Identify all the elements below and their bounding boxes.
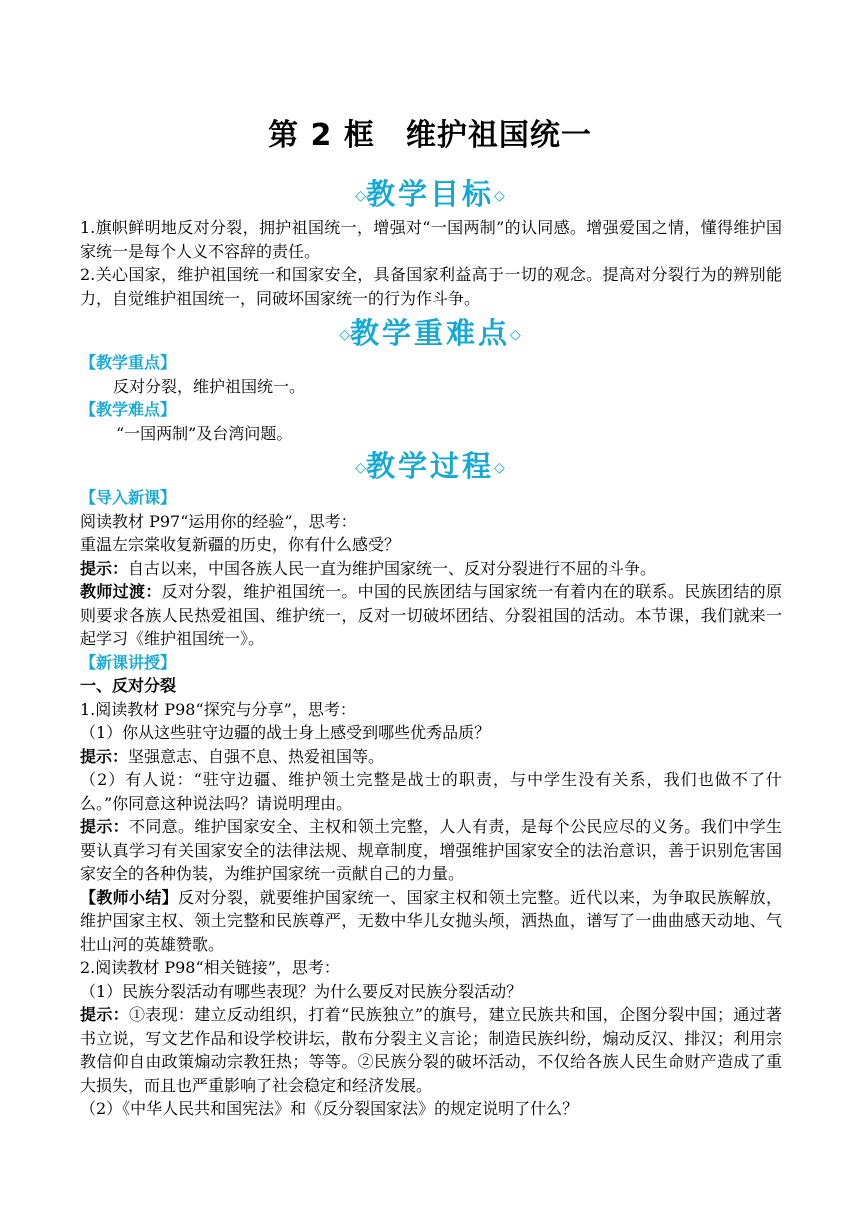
key-tag: 【教学重点】	[80, 353, 177, 372]
summary-tag: 【教师小结】	[80, 887, 178, 907]
hint-label: 提示：	[80, 558, 129, 578]
question-1: （1）你从这些驻守边疆的战士身上感受到哪些优秀品质？	[80, 723, 491, 742]
answer-3: 提示：①表现：建立反动组织，打着“民族独立”的旗号，建立民族共和国，企图分裂中国；通过著书立说，写文艺作品和设学校讲坛，散布分裂主义言论；制造民族纠纷，煽动反汉、排汉；利用宗教信仰自由政策煽动宗教狂热；等等。②民族分裂的破坏活动，不仅给各族人民生命财产造成了重大损失，而且也严重影响了社会稳定和经济发展。	[80, 1005, 782, 1095]
diamond-icon: ◇	[494, 188, 505, 204]
section-title-objectives: 教学目标	[365, 177, 494, 211]
diamond-icon: ◇	[494, 460, 505, 476]
difficulty-text: “一国两制”及台湾问题。	[116, 423, 293, 443]
keypoints-block	[80, 351, 782, 445]
intro-tag: 【导入新课】	[80, 488, 177, 507]
diamond-icon: ◇	[355, 188, 366, 204]
hint-label: 提示：	[80, 817, 129, 836]
section-title-keypoints: 教学重难点	[349, 316, 510, 350]
intro-question-2: 重温左宗棠收复新疆的历史，你有什么感受？	[80, 535, 401, 554]
intro-question-1: 阅读教材 P97“运用你的经验”，思考：	[80, 511, 357, 531]
section-heading-process	[0, 444, 860, 485]
diamond-icon: ◇	[339, 327, 350, 343]
section-heading-keypoints	[0, 311, 860, 352]
lesson-tag: 【新课讲授】	[80, 652, 177, 672]
objectives-block	[80, 216, 782, 310]
key-text: 反对分裂，维护祖国统一。	[113, 376, 306, 396]
process-block	[80, 486, 782, 1121]
answer-1: 提示：坚强意志、自强不息、热爱祖国等。	[80, 746, 385, 766]
diamond-icon: ◇	[355, 460, 366, 476]
teacher-summary: 【教师小结】反对分裂，就要维护国家统一、国家主权和领土完整。近代以来，为争取民族解放，维护国家主权、领土完整和民族尊严，无数中华儿女抛头颅，洒热血，谱写了一曲曲感天动地、气壮山河的英雄赞歌。	[80, 887, 782, 954]
diamond-icon: ◇	[510, 327, 521, 343]
question-4: （2）《中华人民共和国宪法》和《反分裂国家法》的规定说明了什么？	[80, 1099, 579, 1118]
reading-2: 2.阅读教材 P98“相关链接”，思考：	[80, 958, 340, 977]
intro-hint: 提示：自古以来，中国各族人民一直为维护国家统一、反对分裂进行不屈的斗争。	[80, 558, 657, 578]
lesson-heading-1: 一、反对分裂	[80, 676, 177, 695]
answer-2: 提示：不同意。维护国家安全、主权和领土完整，人人有责，是每个公民应尽的义务。我们中学生要认真学习有关国家安全的法律法规、规章制度，增强维护国家安全的法治意识，善于识别危害国家安全的各种伪装，为维护国家统一贡献自己的力量。	[80, 817, 782, 883]
hint-label: 提示：	[80, 746, 129, 766]
transition-label: 教师过渡：	[80, 582, 162, 601]
objective-2: 2.关心国家，维护祖国统一和国家安全，具备国家利益高于一切的观念。提高对分裂行为的辨别能力，自觉维护祖国统一，同破坏国家统一的行为作斗争。	[80, 265, 782, 308]
reading-1: 1.阅读教材 P98“探究与分享”，思考：	[80, 699, 356, 719]
hint-label: 提示：	[80, 1005, 129, 1024]
objective-1: 1.旗帜鲜明地反对分裂，拥护祖国统一，增强对“一国两制”的认同感。增强爱国之情，懂得维护国家统一是每个人义不容辞的责任。	[80, 218, 782, 261]
question-3: （1）民族分裂活动有哪些表现？为什么要反对民族分裂活动？	[80, 981, 523, 1001]
page-title: 第 2 框 维护祖国统一	[268, 118, 592, 153]
question-2: （2）有人说：“驻守边疆、维护领土完整是战士的职责，与中学生没有关系，我们也做不了什么。”你同意这种说法吗？请说明理由。	[80, 770, 782, 813]
teacher-transition: 教师过渡：反对分裂，维护祖国统一。中国的民族团结与国家统一有着内在的联系。民族团结的原则要求各族人民热爱祖国、维护统一，反对一切破坏团结、分裂祖国的活动。本节课，我们就来一起学习《维护祖国统一》。	[80, 582, 782, 648]
section-title-process: 教学过程	[365, 449, 494, 483]
section-heading-objectives	[0, 172, 860, 213]
difficulty-tag: 【教学难点】	[80, 400, 177, 419]
